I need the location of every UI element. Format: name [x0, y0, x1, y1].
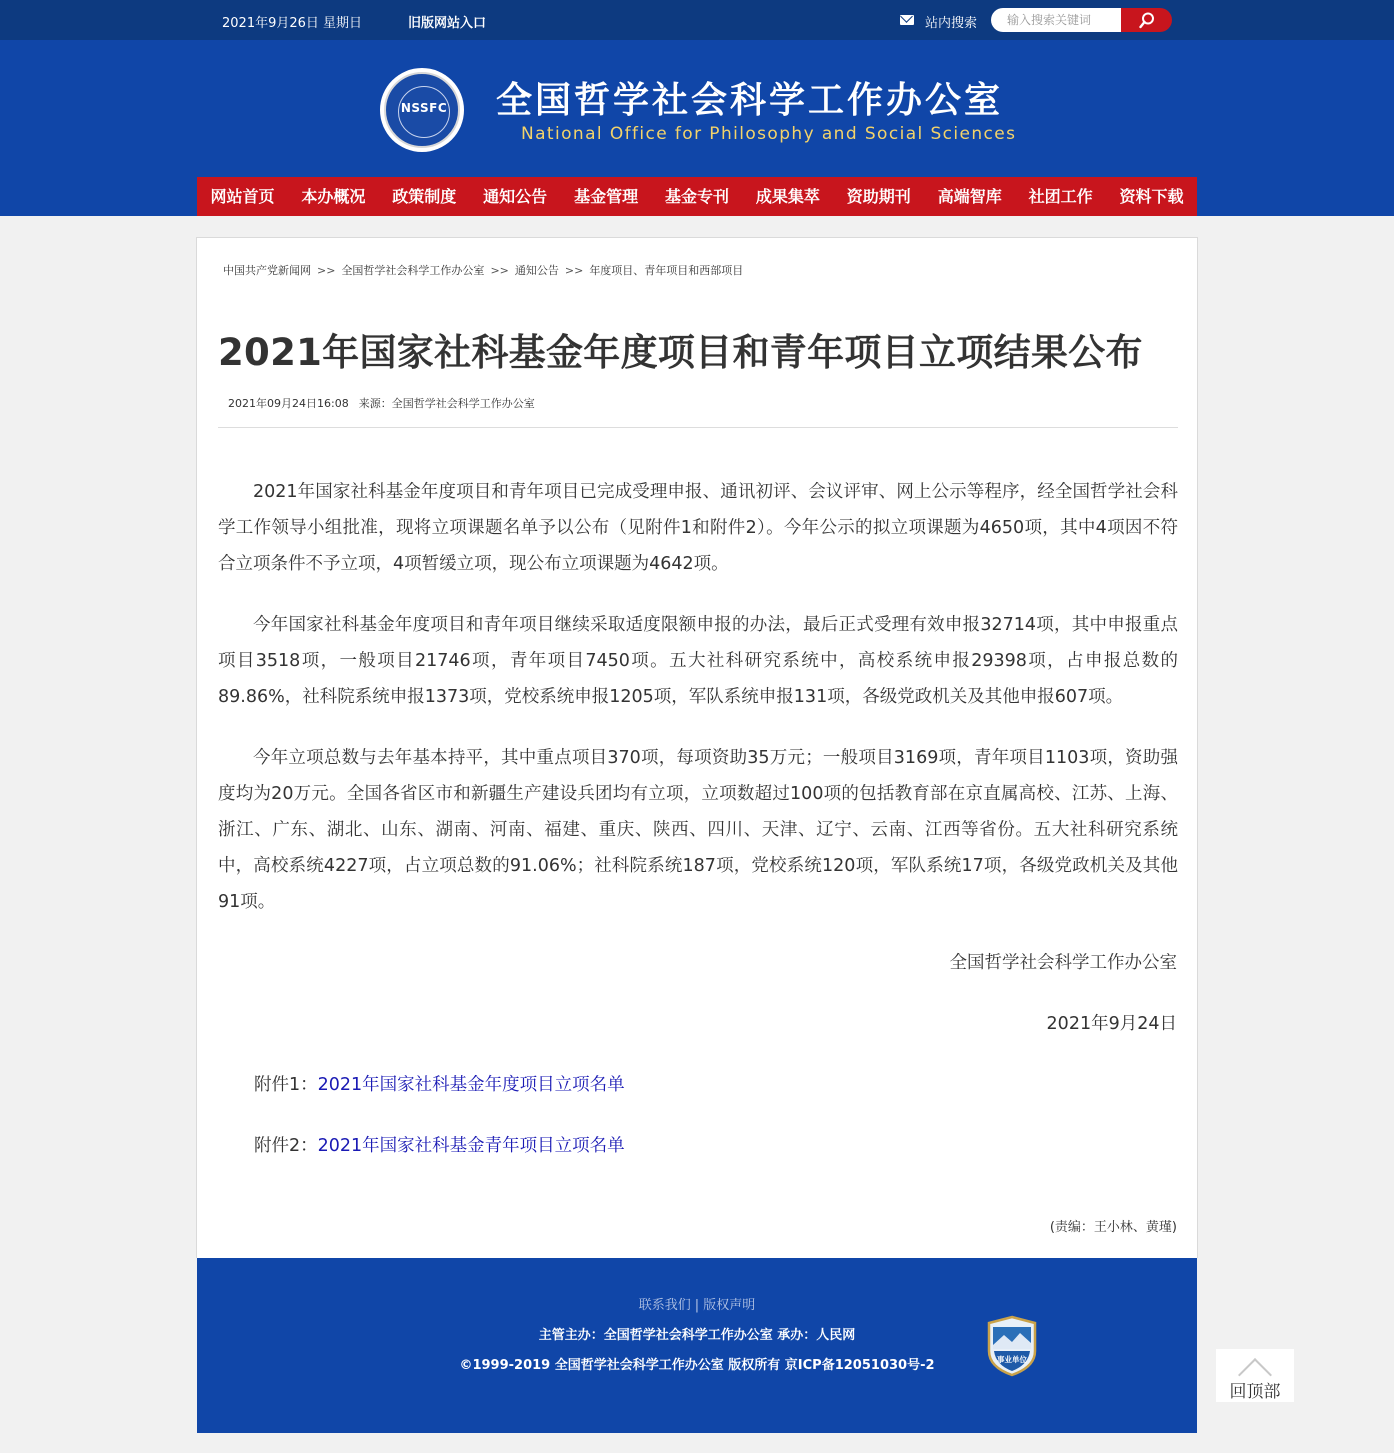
top-bar — [0, 0, 1394, 40]
site-header — [0, 40, 1394, 216]
breadcrumb-separator: >> — [317, 264, 336, 277]
article-panel — [196, 237, 1198, 1258]
current-date: 2021年9月26日 星期日 — [222, 16, 363, 31]
breadcrumb — [223, 262, 743, 278]
nav-item-policy[interactable]: 政策制度 — [392, 187, 457, 206]
back-to-top-label: 回顶部 — [1229, 1382, 1281, 1402]
attachment-1 — [254, 1071, 625, 1096]
nav-item-societies[interactable]: 社团工作 — [1028, 187, 1093, 206]
site-subtitle: National Office for Philosophy and Social Sciences — [521, 124, 1017, 144]
search-button[interactable] — [1121, 8, 1172, 32]
article-body — [218, 474, 1178, 945]
attachment-prefix: 附件2： — [254, 1136, 318, 1156]
nav-item-fund-journal[interactable]: 基金专刊 — [664, 187, 729, 206]
nav-item-home[interactable]: 网站首页 — [210, 187, 275, 206]
nssfc-logo[interactable] — [380, 68, 464, 152]
site-title: 全国哲学社会科学工作办公室 — [496, 79, 1004, 121]
article-paragraph: 今年国家社科基金年度项目和青年项目继续采取适度限额申报的办法，最后正式受理有效申报32714项，其中申报重点项目3518项，一般项目21746项，青年项目7450项。五大社科研究系统中，高校系统申报29398项，占申报总数的89.86%，社科院系统申报1373项，党校系统申报1205项，军队系统申报131项，各级党政机关及其他申报607项。 — [218, 615, 1178, 707]
article-editor: (责编：王小林、黄瑾) — [1049, 1220, 1177, 1235]
breadcrumb-item[interactable]: 通知公告 — [514, 264, 559, 277]
logo-mark: NSSFC — [400, 101, 448, 115]
nav-item-funded-journals[interactable]: 资助期刊 — [846, 187, 911, 206]
article-signer: 全国哲学社会科学工作办公室 — [949, 953, 1177, 973]
contact-link[interactable]: 联系我们 — [638, 1298, 691, 1313]
public-institution-badge-icon[interactable] — [986, 1315, 1038, 1377]
footer-links — [197, 1294, 1197, 1313]
nav-item-fund-management[interactable]: 基金管理 — [574, 187, 639, 206]
article-sign-date: 2021年9月24日 — [1046, 1014, 1177, 1034]
nav-item-notices[interactable]: 通知公告 — [483, 187, 548, 206]
attachment-link[interactable]: 2021年国家社科基金青年项目立项名单 — [317, 1136, 625, 1156]
search-label: 站内搜索 — [925, 16, 978, 31]
search-input[interactable] — [991, 8, 1123, 32]
divider — [218, 427, 1178, 428]
article-datetime: 2021年09月24日16:08 — [228, 397, 349, 410]
breadcrumb-item[interactable]: 中国共产党新闻网 — [223, 264, 311, 277]
badge-label: 事业单位 — [997, 1355, 1027, 1364]
breadcrumb-item[interactable]: 年度项目、青年项目和西部项目 — [589, 264, 744, 277]
copyright-link[interactable]: 版权声明 — [703, 1298, 756, 1313]
breadcrumb-separator: >> — [490, 264, 509, 277]
back-to-top-button[interactable] — [1216, 1349, 1294, 1402]
footer-separator: | — [694, 1298, 700, 1313]
old-site-link[interactable]: 旧版网站入口 — [408, 16, 487, 31]
nav-item-downloads[interactable]: 资料下载 — [1119, 187, 1184, 206]
article-meta — [228, 395, 535, 411]
attachment-link[interactable]: 2021年国家社科基金年度项目立项名单 — [317, 1075, 625, 1095]
nav-item-achievements[interactable]: 成果集萃 — [755, 187, 820, 206]
main-nav — [197, 177, 1197, 216]
article-source: 来源：全国哲学社会科学工作办公室 — [358, 397, 535, 410]
site-footer — [197, 1258, 1197, 1433]
search-icon — [1139, 12, 1155, 29]
footer-copyright: ©1999-2019 全国哲学社会科学工作办公室 版权所有 京ICP备12051030号-2 — [459, 1358, 935, 1373]
breadcrumb-item[interactable]: 全国哲学社会科学工作办公室 — [341, 264, 485, 277]
attachment-2 — [254, 1132, 625, 1157]
article-paragraph: 2021年国家社科基金年度项目和青年项目已完成受理申报、通讯初评、会议评审、网上公示等程序，经全国哲学社会科学工作领导小组批准，现将立项课题名单予以公布（见附件1和附件2）。今年公示的拟立项课题为4650项，其中4项因不符合立项条件不予立项，4项暂缓立项，现公布立项课题为4642项。 — [218, 482, 1178, 574]
article-title: 2021年国家社科基金年度项目和青年项目立项结果公布 — [218, 331, 1143, 374]
breadcrumb-separator: >> — [564, 264, 584, 277]
nav-item-about[interactable]: 本办概况 — [301, 187, 366, 206]
mail-icon — [900, 15, 914, 25]
footer-organizer: 主管主办：全国哲学社会科学工作办公室 承办：人民网 — [538, 1328, 856, 1343]
attachment-prefix: 附件1： — [254, 1075, 318, 1095]
nav-item-think-tanks[interactable]: 高端智库 — [937, 187, 1002, 206]
article-paragraph: 今年立项总数与去年基本持平，其中重点项目370项，每项资助35万元；一般项目3169项，青年项目1103项，资助强度均为20万元。全国各省区市和新疆生产建设兵团均有立项，立项数超过100项的包括教育部在京直属高校、江苏、上海、浙江、广东、湖北、山东、湖南、河南、福建、重庆、陕西、四川、天津、辽宁、云南、江西等省份。五大社科研究系统中，高校系统4227项，占立项总数的91.06%；社科院系统187项，党校系统120项，军队系统17项，各级党政机关及其他91项。 — [218, 748, 1178, 912]
